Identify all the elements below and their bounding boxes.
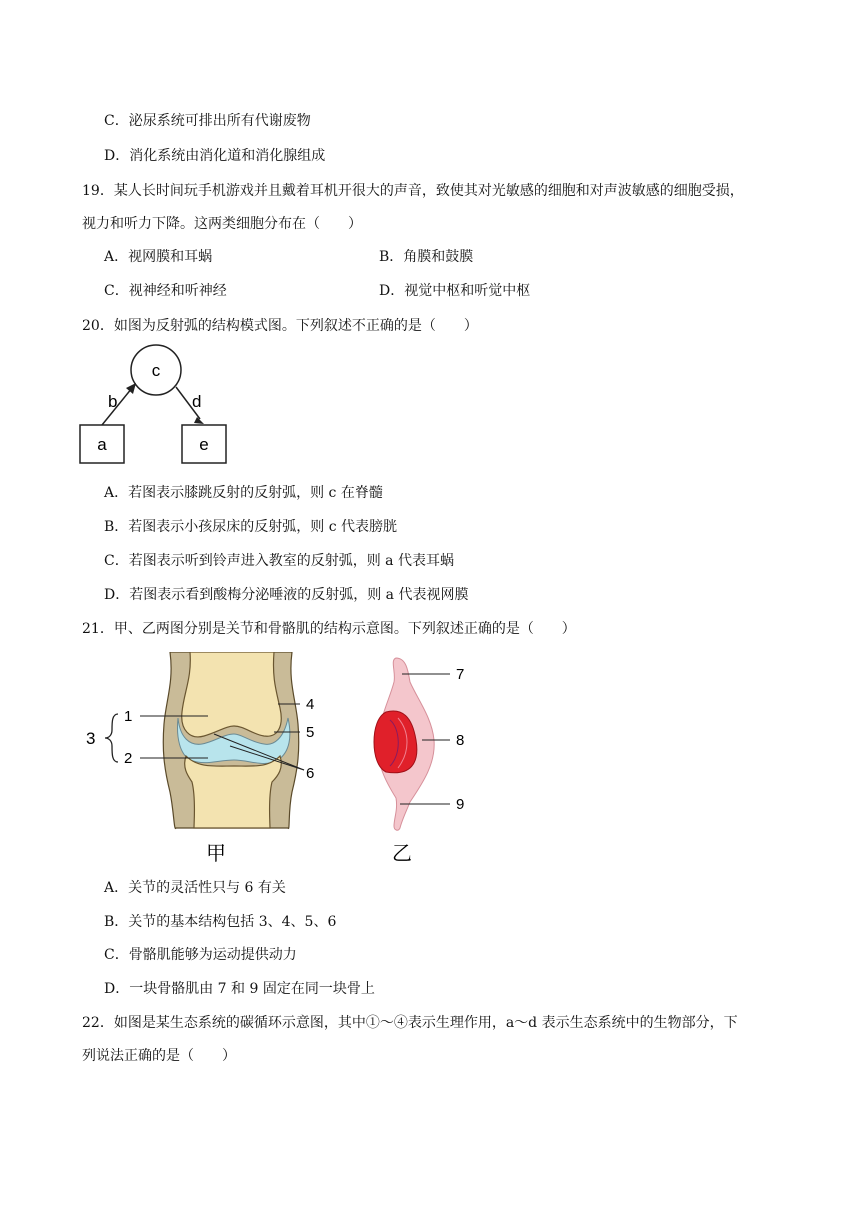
label-9: 9 bbox=[456, 796, 465, 813]
q20-option-a: A．若图表示膝跳反射的反射弧，则 c 在脊髓 bbox=[104, 485, 383, 501]
label-8: 8 bbox=[456, 732, 465, 749]
label-1: 1 bbox=[124, 708, 133, 725]
q22-stem-line2: 列说法正确的是（ ） bbox=[82, 1048, 236, 1064]
label-6: 6 bbox=[306, 765, 315, 782]
q19-stem-line1: 19．某人长时间玩手机游戏并且戴着耳机开很大的声音，致使其对光敏感的细胞和对声波敏感的细胞受损， bbox=[82, 183, 744, 199]
q21-option-a: A．关节的灵活性只与 6 有关 bbox=[104, 880, 286, 896]
q19-option-d: D．视觉中枢和听觉中枢 bbox=[379, 283, 531, 299]
upper-bone bbox=[182, 652, 281, 737]
q19-option-c: C．视神经和听神经 bbox=[104, 283, 227, 299]
q19-option-a: A．视网膜和耳蜗 bbox=[104, 249, 213, 265]
muscle-figure bbox=[362, 652, 482, 867]
label-2: 2 bbox=[124, 750, 133, 767]
label-4: 4 bbox=[306, 696, 315, 713]
caption-yi: 乙 bbox=[392, 841, 412, 865]
caption-jia: 甲 bbox=[206, 841, 226, 865]
q20-option-b: B．若图表示小孩尿床的反射弧，则 c 代表膀胱 bbox=[104, 519, 398, 535]
q20-stem: 20．如图为反射弧的结构模式图。下列叙述不正确的是（ ） bbox=[82, 318, 478, 334]
q19-stem-line2: 视力和听力下降。这两类细胞分布在（ ） bbox=[82, 216, 362, 232]
reflex-label-a: a bbox=[97, 435, 107, 454]
q21-option-d: D．一块骨骼肌由 7 和 9 固定在同一块骨上 bbox=[104, 981, 375, 997]
brace-3 bbox=[105, 714, 118, 762]
reflex-label-b: b bbox=[108, 392, 118, 411]
reflex-arc-figure bbox=[70, 343, 240, 468]
q18-option-c: C．泌尿系统可排出所有代谢废物 bbox=[104, 113, 311, 129]
q21-option-c: C．骨骼肌能够为运动提供动力 bbox=[104, 947, 297, 963]
label-5: 5 bbox=[306, 724, 315, 741]
lower-bone bbox=[185, 756, 282, 828]
reflex-label-c: c bbox=[151, 361, 161, 380]
q21-option-b: B．关节的基本结构包括 3、4、5、6 bbox=[104, 914, 337, 930]
reflex-arrowhead-b bbox=[126, 383, 136, 394]
q20-option-d: D．若图表示看到酸梅分泌唾液的反射弧，则 a 代表视网膜 bbox=[104, 587, 469, 603]
label-7: 7 bbox=[456, 666, 465, 683]
q21-stem: 21．甲、乙两图分别是关节和骨骼肌的结构示意图。下列叙述正确的是（ ） bbox=[82, 621, 576, 637]
label-3: 3 bbox=[86, 729, 96, 748]
joint-figure bbox=[78, 652, 338, 867]
q18-option-d: D．消化系统由消化道和消化腺组成 bbox=[104, 148, 326, 164]
q20-option-c: C．若图表示听到铃声进入教室的反射弧，则 a 代表耳蜗 bbox=[104, 553, 454, 569]
q19-option-b: B．角膜和鼓膜 bbox=[379, 249, 474, 265]
reflex-label-d: d bbox=[192, 392, 202, 411]
reflex-label-e: e bbox=[199, 435, 209, 454]
q22-stem-line1: 22．如图是某生态系统的碳循环示意图，其中①～④表示生理作用，a～d 表示生态系统中的生物部分，下 bbox=[82, 1015, 738, 1031]
